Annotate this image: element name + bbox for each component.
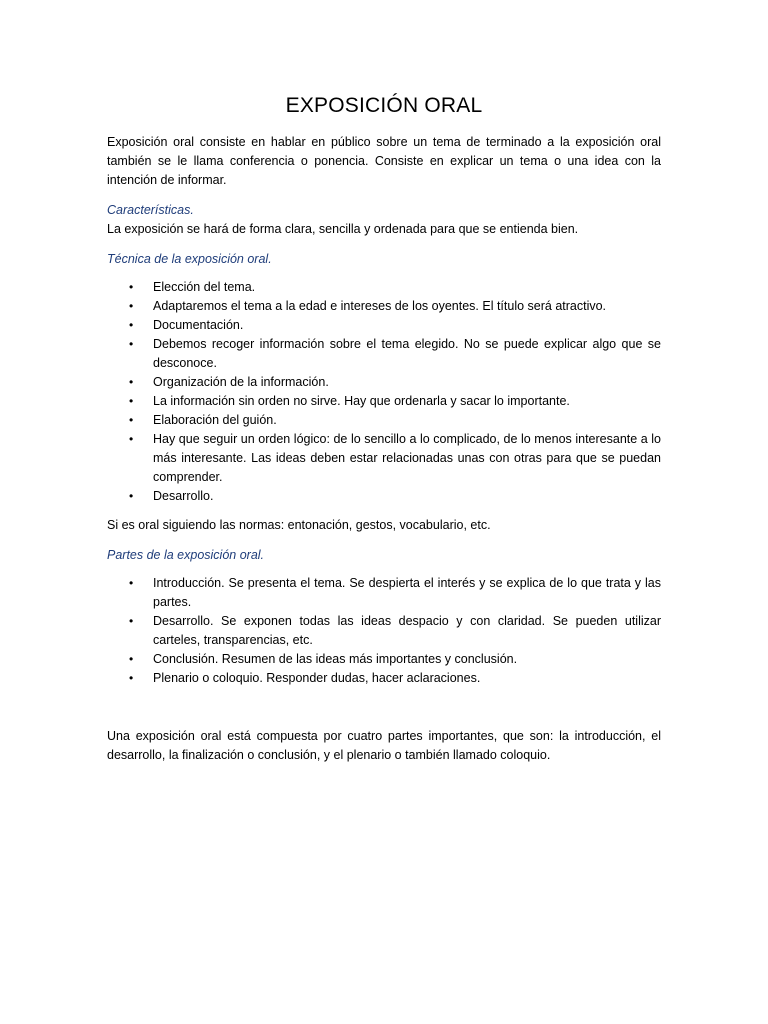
list-item: • Adaptaremos el tema a la edad e intereses de los oyentes. El título será atractivo. [107,297,661,316]
tecnica-list [107,278,661,506]
list-item: • Elaboración del guión. [107,411,661,430]
list-item: • Debemos recoger información sobre el tema elegido. No se puede explicar algo que se desconoce. [129,337,661,370]
tecnica-heading: Técnica de la exposición oral. [107,252,272,266]
bullet-icon: • [129,375,134,389]
bullet-icon: • [129,671,134,685]
list-item: • Plenario o coloquio. Responder dudas, hacer aclaraciones. [107,669,661,688]
list-item: • Desarrollo. Se exponen todas las ideas despacio y con claridad. Se pueden utilizar carteles, transparencias, etc. [129,614,661,647]
list-item: • Hay que seguir un orden lógico: de lo sencillo a lo complicado, de lo menos interesante a lo más interesante. Las ideas deben estar relacionadas unas con otras para que se puedan comprender. [129,432,661,484]
caracteristicas-heading: Características. [107,203,194,217]
partes-list [107,574,661,688]
list-item: • Desarrollo. [107,487,661,506]
list-item: • La información sin orden no sirve. Hay que ordenarla y sacar lo importante. [107,392,661,411]
bullet-icon: • [129,394,134,408]
intro-paragraph: Exposición oral consiste en hablar en público sobre un tema de terminado a la exposición oral también se le llama conferencia o ponencia. Consiste en explicar un tema o una idea con la intención de informar. [107,135,661,187]
document-title: EXPOSICIÓN ORAL [285,94,483,117]
list-item: • Conclusión. Resumen de las ideas más importantes y conclusión. [107,650,661,669]
partes-heading: Partes de la exposición oral. [107,548,265,562]
list-item: • Documentación. [107,316,661,335]
bullet-icon: • [129,576,134,590]
bullet-icon: • [129,318,134,332]
bullet-icon: • [129,337,134,351]
bullet-icon: • [129,652,134,666]
bullet-icon: • [129,413,134,427]
conclusion-paragraph: Una exposición oral está compuesta por cuatro partes importantes, que son: la introducción, el desarrollo, la finalización o conclusión, y el plenario o también llamado coloquio. [107,729,661,762]
bullet-icon: • [129,432,134,446]
bullet-icon: • [129,614,134,628]
bullet-icon: • [129,299,134,313]
caracteristicas-text: La exposición se hará de forma clara, sencilla y ordenada para que se entienda bien. [107,222,579,236]
list-item: • Organización de la información. [107,373,661,392]
bullet-icon: • [129,280,134,294]
list-item: • Elección del tema. [107,278,661,297]
tecnica-note: Si es oral siguiendo las normas: entonación, gestos, vocabulario, etc. [107,518,491,532]
bullet-icon: • [129,489,134,503]
list-item: • Introducción. Se presenta el tema. Se despierta el interés y se explica de lo que trata y las partes. [129,576,661,609]
